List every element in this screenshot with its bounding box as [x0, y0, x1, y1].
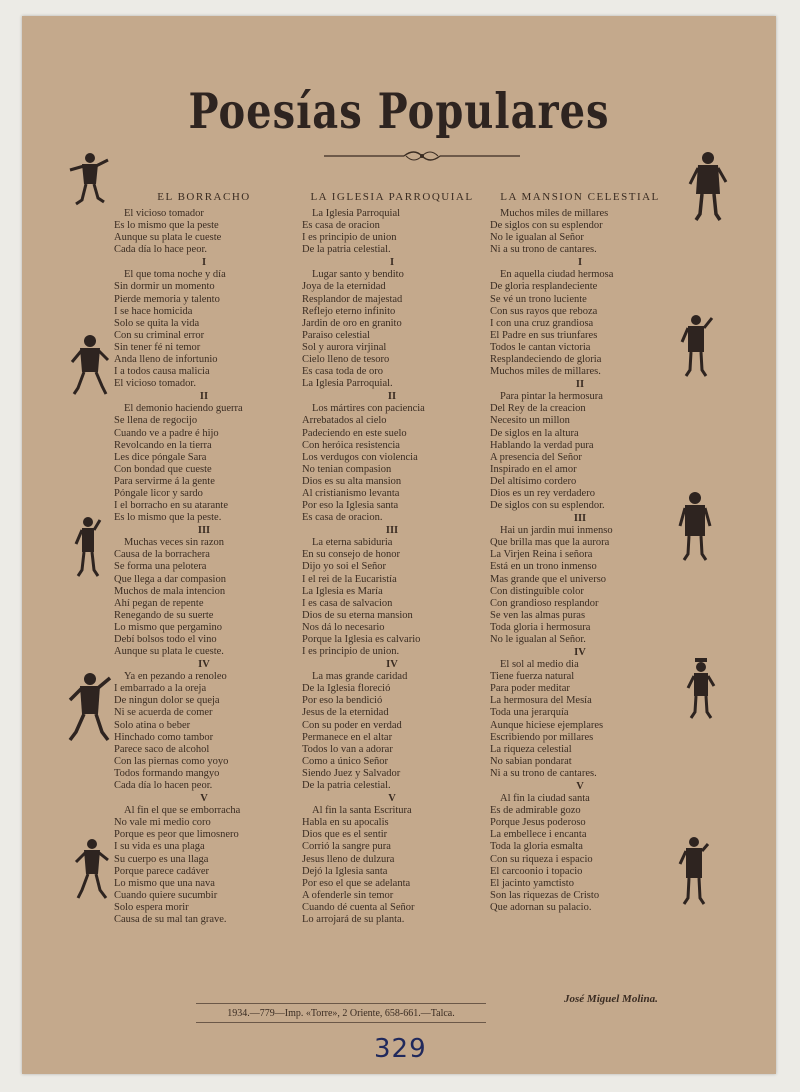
- poem-line: Los verdugos con violencia: [302, 451, 418, 463]
- poem-line: Con su poder en verdad: [302, 719, 402, 731]
- poem-line: No le igualan al Señor: [490, 232, 584, 244]
- poem-heading: LA MANSION CELESTIAL: [500, 191, 660, 203]
- poem-line: Ahí pegan de repente: [114, 597, 204, 609]
- poem-line: Todos formando mangyo: [114, 767, 220, 779]
- poem-line: Es casa toda de oro: [302, 366, 384, 378]
- poem-stanza: [302, 805, 482, 926]
- poem-line: Parece saco de alcohol: [114, 743, 210, 755]
- poem-line: Se llena de regocijo: [114, 415, 198, 427]
- poem-line: La Virjen Reina i señora: [490, 549, 593, 561]
- footer-rule-top: [196, 1003, 486, 1004]
- poem-line: Que brilla mas que la aurora: [490, 537, 610, 549]
- poem-line: Solo atina o beber: [114, 719, 191, 731]
- poem-line: Habla en su apocalis: [302, 817, 389, 829]
- poem-line: I se hace homicida: [114, 305, 193, 317]
- poem-line: Debí bolsos todo el vino: [114, 634, 217, 645]
- poem-line: Al fin la santa Escritura: [312, 805, 412, 817]
- poem-line: Todos le cantan victoria: [490, 341, 591, 353]
- poem-intro: [490, 208, 670, 256]
- stanza-numeral: I: [201, 257, 207, 269]
- poem-line: Se ven las almas puras: [490, 609, 586, 621]
- poem-stanza: [302, 671, 482, 792]
- poem-line: Muchos miles de millares.: [490, 366, 601, 378]
- poem-line: Resplandor de majestad: [302, 293, 403, 305]
- author-signature: José Miguel Molina.: [564, 993, 658, 1005]
- poem-line: Con heróica resistencia: [302, 439, 400, 451]
- poem-line: Mas grande que el universo: [490, 573, 607, 585]
- poem-line: Por eso la Iglesia santa: [302, 500, 399, 512]
- poem-line: Aunque hiciese ejemplares: [490, 719, 604, 731]
- poem-line: Por eso el que se adelanta: [302, 877, 411, 889]
- poem-line: Renegando de su suerte: [114, 609, 214, 621]
- poem-line: Aunque su plata le cueste: [114, 232, 222, 244]
- poem-line: Ni a su trono de cantares.: [490, 767, 597, 779]
- poem-line: Cielo lleno de tesoro: [302, 354, 390, 366]
- man-raising-arm-figure: [678, 490, 712, 562]
- poem-line: Lo arrojará de su planta.: [302, 913, 405, 925]
- poem-line: Es lo mismo que la peste.: [114, 512, 222, 524]
- poem-stanza: [114, 537, 294, 658]
- poem-stanza: [114, 269, 294, 390]
- dancing-man-figure: [66, 150, 110, 206]
- poem-line: Muchos de mala intencion: [114, 585, 226, 597]
- poem-line: I es casa de salvacion: [302, 597, 393, 609]
- poem-line: Es lo mismo que la peste: [114, 220, 219, 232]
- poem-line: Toda la gloria esmalta: [490, 841, 583, 853]
- poem-line: Es casa de oracion.: [302, 512, 383, 524]
- stanza-numeral: III: [385, 525, 399, 537]
- poem-heading: LA IGLESIA PARROQUIAL: [310, 191, 474, 203]
- poem-heading: EL BORRACHO: [157, 191, 251, 203]
- poem-line: Solo espera morir: [114, 901, 189, 913]
- poem-line: Causa de la borrachera: [114, 549, 210, 561]
- poem-stanza: [490, 793, 670, 914]
- title-ornament: [324, 146, 520, 166]
- poem-line: Se forma una pelotera: [114, 561, 207, 573]
- poem-line: Póngale licor y sardo: [114, 487, 203, 499]
- poem-line: Con sus rayos que reboza: [490, 305, 598, 317]
- stanza-numeral: IV: [386, 659, 398, 671]
- poem-line: Aunque su plata le cueste.: [114, 646, 224, 658]
- poem-line: La riqueza celestial: [490, 743, 572, 755]
- poem-line: Todos lo van a adorar: [302, 743, 393, 755]
- poem-stanza: [490, 391, 670, 512]
- poem-line: Arrebatados al cielo: [302, 415, 387, 427]
- poem-line: Está en un trono inmenso: [490, 561, 597, 573]
- poem-line: Se vé un trono luciente: [490, 293, 587, 305]
- stanza-numeral: I: [577, 257, 583, 269]
- poem-line: Con distinguible color: [490, 585, 584, 597]
- stanza-numeral: III: [197, 525, 211, 537]
- poem-line: Les dice póngale Sara: [114, 451, 207, 463]
- poem-line: Revolcando en la tierra: [114, 439, 212, 451]
- poem-stanza: [302, 537, 482, 658]
- poem-line: Al fin la ciudad santa: [500, 793, 590, 805]
- poem-line: La Iglesia Parroquial: [312, 208, 401, 219]
- poem-line: A presencia del Señor: [490, 451, 582, 463]
- poem-line: Del altísimo cordero: [490, 475, 577, 487]
- poem-line: Sin dormir un momento: [114, 281, 215, 293]
- poem-line: Jesus de la eternidad: [302, 707, 389, 719]
- poem-line: Inspirado en el amor: [490, 463, 577, 475]
- poem-line: De gloria resplandeciente: [490, 281, 598, 293]
- poem-stanza: [490, 269, 670, 378]
- poem-line: Lugar santo y bendito: [312, 269, 404, 281]
- poem-line: Reflejo eterno infinito: [302, 305, 396, 317]
- poem-line: La eterna sabiduria: [312, 537, 393, 549]
- poem-line: Por eso la bendició: [302, 695, 383, 707]
- page-title: Poesías Populares: [188, 82, 610, 141]
- stanza-numeral: II: [199, 391, 209, 403]
- poem-line: Hablando la verdad pura: [490, 439, 594, 451]
- stanza-numeral: II: [575, 379, 585, 391]
- drunk-man-figure: [686, 150, 730, 222]
- poem-line: No tenian compasion: [302, 463, 392, 475]
- poem-line: El vicioso tomador.: [114, 378, 196, 390]
- poem-line: Solo se quita la vida: [114, 317, 200, 329]
- poem-line: I con una cruz grandiosa: [490, 317, 594, 329]
- dancing-man-figure: [66, 670, 112, 744]
- poem-line: Es de admirable gozo: [490, 805, 581, 817]
- poem-line: A ofenderle sin temor: [302, 889, 394, 901]
- poem-line: El carcoonio i topacio: [490, 865, 583, 877]
- poem-line: Escribiendo por millares: [490, 731, 594, 743]
- poem-line: Con las piernas como yoyo: [114, 755, 229, 767]
- man-with-bottle-figure: [74, 514, 102, 580]
- poem-line: Dios de su eterna mansion: [302, 609, 413, 621]
- poem-line: Muchos miles de millares: [500, 208, 609, 219]
- poem-stanza: [302, 269, 482, 390]
- handwritten-page-number: 329: [374, 1034, 427, 1064]
- poem-line: Corrió la sangre pura: [302, 841, 391, 853]
- poem-line: Anda lleno de infortunio: [114, 354, 218, 366]
- poem-line: Cuando quiere sucumbir: [114, 889, 218, 901]
- poem-line: De la patria celestial.: [302, 244, 391, 256]
- column-la-iglesia-parroquial: [302, 186, 482, 926]
- stanza-numeral: I: [389, 257, 395, 269]
- poem-line: El demonio haciendo guerra: [124, 403, 243, 415]
- poem-line: La Iglesia Parroquial.: [302, 378, 393, 390]
- poem-line: De siglos en la altura: [490, 427, 579, 439]
- column-la-mansion-celestial: [490, 186, 670, 914]
- poem-line: La Iglesia es María: [302, 585, 383, 597]
- poem-line: Dios es su alta mansion: [302, 475, 402, 487]
- poem-line: Permanece en el altar: [302, 731, 393, 743]
- poem-line: Jardin de oro en granito: [302, 317, 402, 329]
- poem-line: De siglos con su esplendor: [490, 220, 603, 232]
- poem-line: Sin tener fé ni temor: [114, 341, 201, 353]
- poem-line: Ni se acuerda de comer: [114, 707, 213, 719]
- poem-line: De la patria celestial.: [302, 780, 391, 792]
- poem-line: El Padre en sus triunfares: [490, 329, 598, 341]
- poem-line: Ya en pezando a renoleo: [124, 671, 227, 683]
- poem-stanza: [114, 805, 294, 926]
- man-with-hat-figure: [686, 658, 716, 720]
- poem-line: De ningun dolor se queja: [114, 695, 220, 707]
- poem-line: Hai un jardin mui inmenso: [500, 525, 613, 537]
- poem-line: Joya de la eternidad: [302, 281, 386, 293]
- poem-stanza: [114, 403, 294, 524]
- poem-line: No le igualan al Señor.: [490, 634, 586, 645]
- poem-line: La mas grande caridad: [312, 671, 408, 683]
- poem-line: Paraiso celestial: [302, 329, 370, 341]
- poem-stanza: [490, 525, 670, 646]
- poem-line: Tiene fuerza natural: [490, 671, 575, 683]
- poem-line: I a todos causa malicia: [114, 366, 210, 378]
- stanza-numeral: V: [200, 793, 208, 805]
- poem-line: Jesus lleno de dulzura: [302, 853, 395, 865]
- poem-line: Toda gloria i hermosura: [490, 621, 591, 633]
- poem-line: De siglos con su esplendor.: [490, 500, 605, 512]
- poem-line: Porque la Iglesia es calvario: [302, 634, 421, 645]
- poem-line: I su vida es una plaga: [114, 841, 205, 853]
- man-drinking-figure: [678, 834, 710, 906]
- poem-line: Hinchado como tambor: [114, 731, 214, 743]
- stanza-numeral: V: [576, 781, 584, 793]
- poem-line: Cada día lo hace peor.: [114, 244, 208, 256]
- poem-line: Para pintar la hermosura: [500, 391, 603, 403]
- stanza-numeral: V: [388, 793, 396, 805]
- poem-line: I el borracho en su atarante: [114, 500, 228, 512]
- poem-line: Al cristianismo levanta: [302, 487, 400, 499]
- poem-line: Con su riqueza i espacio: [490, 853, 593, 865]
- poem-line: Dejó la Iglesia santa: [302, 865, 388, 877]
- poem-line: Dios que es el sentir: [302, 829, 388, 841]
- poem-line: El jacinto yamctisto: [490, 877, 574, 889]
- poem-line: Toda una jerarquía: [490, 707, 569, 719]
- poem-line: Cada día lo hacen peor.: [114, 780, 213, 792]
- poem-line: Muchas veces sin razon: [124, 537, 225, 549]
- stanza-numeral: II: [387, 391, 397, 403]
- poem-line: No sabian pondarat: [490, 755, 572, 767]
- staggering-man-figure: [72, 836, 110, 902]
- poem-line: Sol y aurora virjinal: [302, 341, 387, 353]
- poem-line: El que toma noche y día: [124, 269, 226, 281]
- poem-line: Padeciendo en este suelo: [302, 427, 407, 439]
- poem-stanza: [490, 659, 670, 780]
- poem-line: Al fin el que se emborracha: [124, 805, 241, 817]
- footer-rule-bottom: [196, 1022, 486, 1023]
- poem-line: Lo mismo que una nava: [114, 877, 215, 889]
- poem-line: Ni a su trono de cantares.: [490, 244, 597, 256]
- poem-stanza: [114, 671, 294, 792]
- poem-line: Cuando ve a padre é hijo: [114, 427, 219, 439]
- poem-line: Para servirme á la gente: [114, 475, 215, 487]
- poem-line: Con bondad que cueste: [114, 463, 212, 475]
- poem-line: Con grandioso resplandor: [490, 597, 599, 609]
- printer-imprint: 1934.—779—Imp. «Torre», 2 Oriente, 658-661.—Talca.: [227, 1008, 455, 1019]
- poem-line: Dijo yo soi el Señor: [302, 561, 386, 573]
- stanza-numeral: IV: [574, 647, 586, 659]
- poem-line: I el rei de la Eucaristía: [302, 573, 397, 585]
- broadsheet-paper: [22, 16, 776, 1074]
- poem-line: Siendo Juez y Salvador: [302, 767, 401, 779]
- poem-line: Como a único Señor: [302, 755, 389, 767]
- poem-line: Son las riquezas de Cristo: [490, 889, 600, 901]
- poem-line: No vale mi medio coro: [114, 817, 211, 829]
- poem-line: Los mártires con paciencia: [312, 403, 425, 415]
- stanza-numeral: III: [573, 513, 587, 525]
- poem-line: Nos dá lo necesario: [302, 621, 385, 633]
- poem-line: La hermosura del Mesía: [490, 695, 592, 707]
- poem-line: En aquella ciudad hermosa: [500, 269, 614, 281]
- poem-line: La embellece i encanta: [490, 829, 587, 841]
- poem-line: Con su criminal error: [114, 329, 205, 341]
- poem-line: Resplandeciendo de gloria: [490, 354, 602, 366]
- jumping-man-figure: [70, 332, 110, 398]
- poem-line: Que llega a dar compasion: [114, 573, 226, 585]
- poem-line: Porque Jesus poderoso: [490, 817, 586, 829]
- poem-line: Dios es un rey verdadero: [490, 487, 595, 499]
- poem-line: Pierde memoria y talento: [114, 293, 220, 305]
- poem-line: El sol al medio dia: [500, 659, 579, 671]
- poem-line: Su cuerpo es una llaga: [114, 853, 209, 865]
- poem-line: De la Iglesia floreció: [302, 683, 391, 695]
- column-el-borracho: [114, 186, 294, 926]
- poem-line: Del Rey de la creacion: [490, 403, 586, 415]
- poem-line: Porque parece cadáver: [114, 865, 210, 877]
- poem-line: En su consejo de honor: [302, 549, 400, 561]
- poem-line: Necesito un millon: [490, 415, 570, 427]
- stanza-numeral: IV: [198, 659, 210, 671]
- poem-line: Porque es peor que limosnero: [114, 829, 239, 841]
- poem-line: I es principio de union: [302, 232, 397, 244]
- poem-line: Es casa de oracion: [302, 220, 380, 232]
- poem-line: Que adornan su palacio.: [490, 901, 592, 913]
- poem-line: I es principio de union.: [302, 646, 400, 658]
- gentleman-figure: [680, 312, 714, 378]
- poem-intro: [302, 208, 482, 256]
- poem-intro: [114, 208, 294, 256]
- poem-line: Causa de su mal tan grave.: [114, 913, 227, 925]
- poem-line: Cuando dé cuenta al Señor: [302, 901, 415, 913]
- poem-line: Lo mismo que pergamino: [114, 621, 222, 633]
- poem-line: El vicioso tomador: [124, 208, 204, 219]
- poem-stanza: [302, 403, 482, 524]
- poem-line: Para poder meditar: [490, 683, 570, 695]
- poem-line: I embarrado a la oreja: [114, 683, 207, 695]
